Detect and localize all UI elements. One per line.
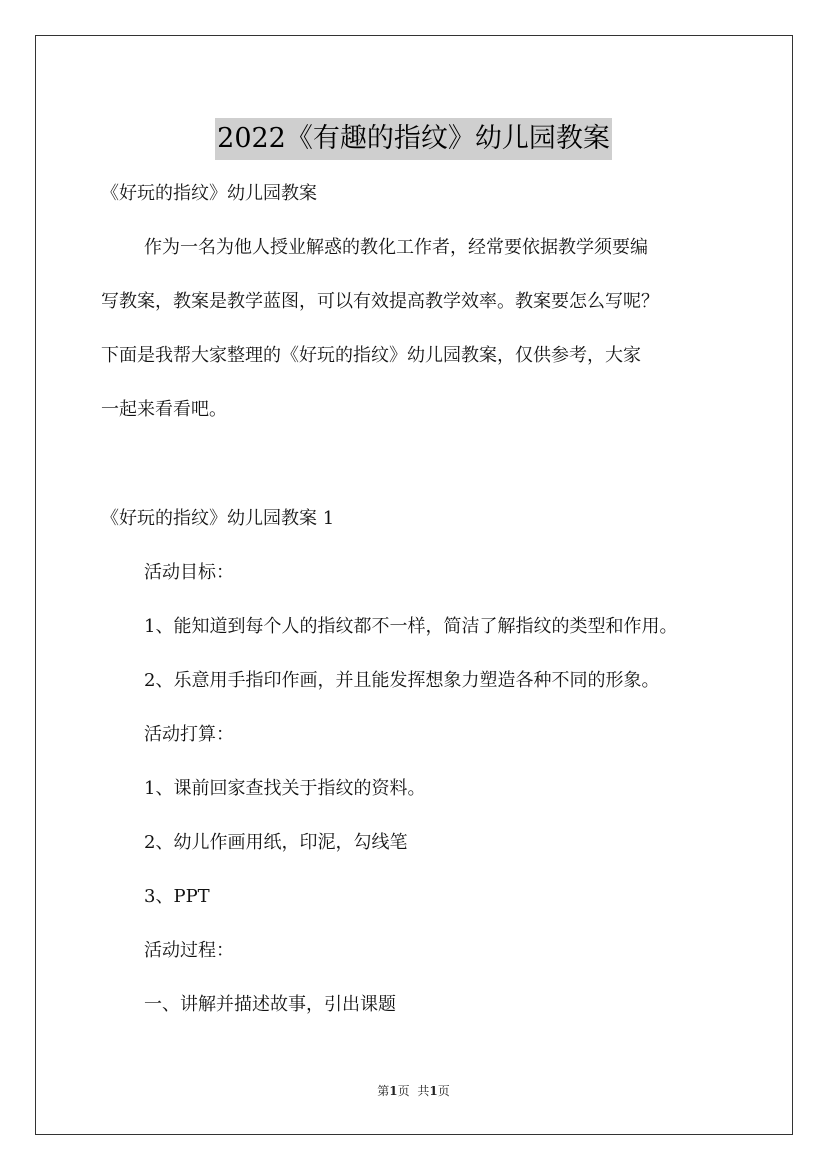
- page-title: 2022《有趣的指纹》幼儿园教案: [215, 118, 612, 160]
- prep-item-1: 1、课前回家查找关于指纹的资料。: [144, 778, 426, 799]
- document-subtitle: 《好玩的指纹》幼儿园教案: [101, 183, 317, 204]
- footer-page-unit: 页: [397, 1084, 410, 1098]
- intro-line-2: 写教案，教案是教学蓝图，可以有效提高教学效率。教案要怎么写呢？: [101, 291, 659, 312]
- title-container: [0, 100, 827, 178]
- prep-item-3: 3、PPT: [144, 886, 210, 907]
- footer-total-unit: 页: [437, 1084, 450, 1098]
- section-heading: 《好玩的指纹》幼儿园教案 1: [101, 508, 335, 529]
- process-item-1: 一、讲解并描述故事，引出课题: [144, 994, 396, 1015]
- goals-label: 活动目标：: [144, 562, 234, 583]
- footer-page-number: 1: [389, 1084, 398, 1098]
- footer-page-prefix: 第: [377, 1084, 390, 1098]
- footer-total-prefix: 共: [417, 1084, 430, 1098]
- intro-line-1: 作为一名为他人授业解惑的教化工作者，经常要依据教学须要编: [144, 237, 648, 258]
- footer-total-number: 1: [429, 1084, 438, 1098]
- prep-item-2: 2、幼儿作画用纸，印泥，勾线笔: [144, 832, 408, 853]
- goal-item-1: 1、能知道到每个人的指纹都不一样，简洁了解指纹的类型和作用。: [144, 616, 678, 637]
- page-footer: [0, 1082, 827, 1100]
- prep-label: 活动打算：: [144, 724, 234, 745]
- intro-line-3: 下面是我帮大家整理的《好玩的指纹》幼儿园教案，仅供参考，大家: [101, 345, 641, 366]
- process-label: 活动过程：: [144, 940, 234, 961]
- intro-line-4: 一起来看看吧。: [101, 399, 227, 420]
- goal-item-2: 2、乐意用手指印作画，并且能发挥想象力塑造各种不同的形象。: [144, 670, 660, 691]
